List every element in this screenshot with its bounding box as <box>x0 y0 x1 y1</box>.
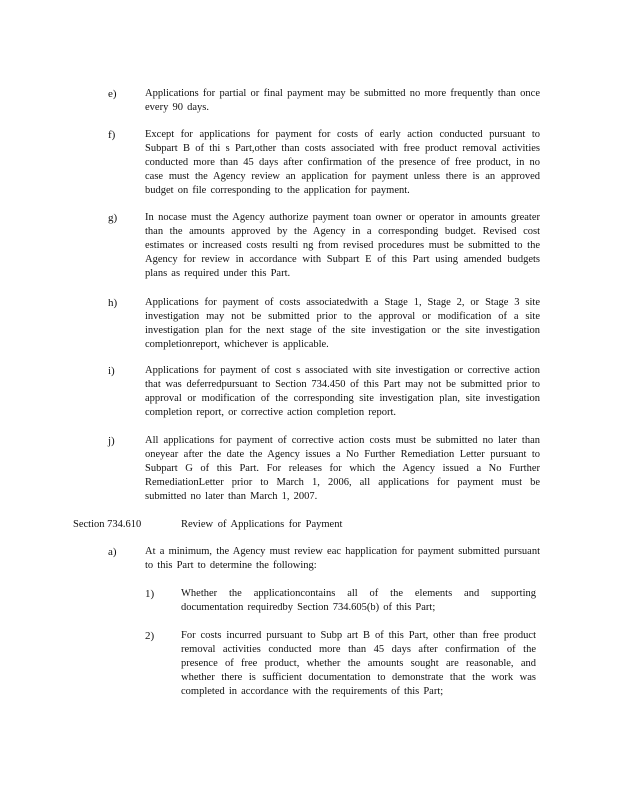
item-label: g) <box>108 212 118 224</box>
section-number: Section 734.610 <box>73 519 142 530</box>
item-text: In nocase must the Agency authorize payment toan owner or operator in amounts greater than the amounts approved by the Agency in a corresponding budget. Revised cost estimates or increased costs resulti ng from revised procedures must be submitted to the Agency for review in accordance with Subpart E of this Part using amended budgets plans as required under this Part. <box>145 212 540 279</box>
item-text: All applications for payment of corrective action costs must be submitted no later than oneyear after the date the Agency issues a No Further Remediation Letter pursuant to Subpart G of this Part. For releases for which the Agency issued a No Further RemediationLetter prior to March 1, 2006, all applications for payment must be submitted no later than March 1, 2007. <box>145 435 540 502</box>
item-label: h) <box>108 297 118 309</box>
item-label: f) <box>108 129 116 141</box>
item-text: At a minimum, the Agency must review eac happlication for payment submitted pursuant to this Part to determine the following: <box>145 546 540 571</box>
item-text: Whether the applicationcontains all of the elements and supporting documentation requiredby Section 734.605(b) of this Part; <box>181 588 536 613</box>
item-label: e) <box>108 88 117 100</box>
item-text: Applications for payment of cost s associated with site investigation or corrective action that was deferredpursuant to Section 734.450 of this Part may not be submitted prior to approval or modification of the corresponding site investigation plan, site investigation completion report, or corrective action completion report. <box>145 365 540 418</box>
item-label: 1) <box>145 588 155 600</box>
item-text: Applications for partial or final payment may be submitted no more frequently than once every 90 days. <box>145 88 540 113</box>
item-label: j) <box>108 435 115 447</box>
item-text: For costs incurred pursuant to Subp art B of this Part, other than free product removal activities conducted more than 45 days after confirmation of the presence of free product, whether the amounts sought are reasonable, and whether there is sufficient documentation to demonstrate that the work was completed in accordance with the requirements of this Part; <box>181 630 536 697</box>
item-label: 2) <box>145 630 155 642</box>
item-text: Applications for payment of costs associatedwith a Stage 1, Stage 2, or Stage 3 site investigation may not be submitted prior to the approval or modification of a site investigation plan for the next stage of the site investigation or the site investigation completionreport, whichever is applicable. <box>145 297 540 350</box>
item-label: a) <box>108 546 117 558</box>
section-title: Review of Applications for Payment <box>181 519 343 530</box>
item-label: i) <box>108 365 115 377</box>
item-text: Except for applications for payment for costs of early action conducted pursuant to Subpart B of thi s Part,other than costs associated with free product removal activities conducted more than 45 days after confirmation of the presence of free product, in no case must the Agency review an application for payment unless there is an approved budget on file corresponding to the application for payment. <box>145 129 540 196</box>
